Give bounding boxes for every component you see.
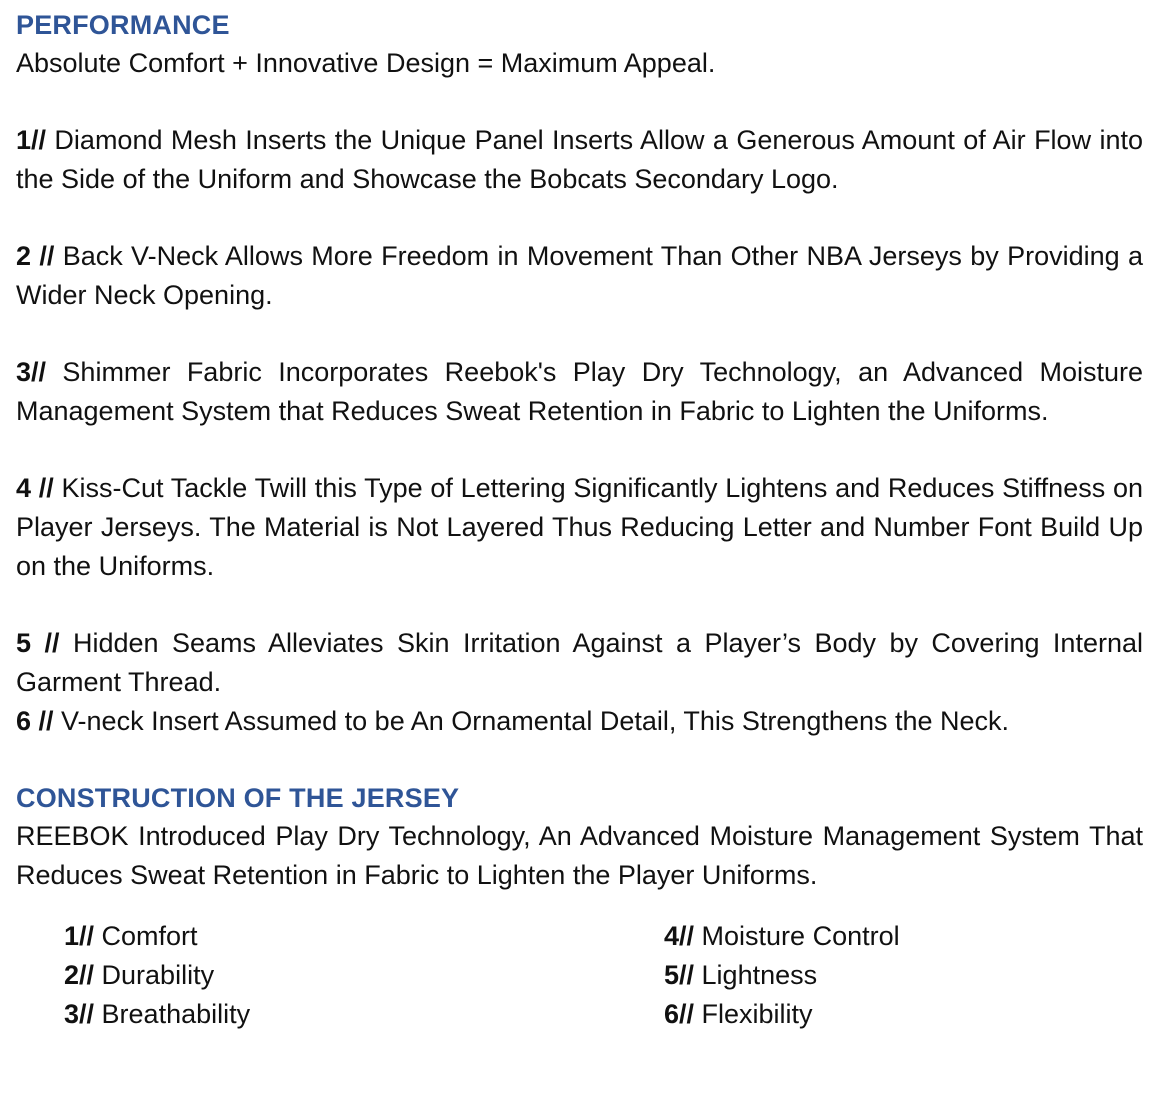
list-item <box>64 956 250 995</box>
item-text: Back V-Neck Allows More Freedom in Movement Than Other NBA Jerseys by Providing a Wider Neck Opening. <box>16 241 1143 310</box>
item-number: 1// <box>64 921 95 951</box>
list-item <box>64 995 250 1034</box>
item-text: Durability <box>94 960 215 990</box>
performance-item-6 <box>16 702 1143 741</box>
item-number: 4// <box>664 921 695 951</box>
item-text: Kiss-Cut Tackle Twill this Type of Lettering Significantly Lightens and Reduces Stiffness on Player Jerseys. The Material is Not Layered Thus Reducing Letter and Number Font Build Up on the Uniforms. <box>16 473 1143 581</box>
item-text: Lightness <box>694 960 818 990</box>
item-text: Comfort <box>94 921 198 951</box>
properties-left-column <box>64 917 250 1034</box>
list-item <box>664 917 900 956</box>
item-text: Diamond Mesh Inserts the Unique Panel Inserts Allow a Generous Amount of Air Flow into the Side of the Uniform and Showcase the Bobcats Secondary Logo. <box>16 125 1143 194</box>
item-text: Shimmer Fabric Incorporates Reebok's Play Dry Technology, an Advanced Moisture Management System that Reduces Sweat Retention in Fabric to Lighten the Uniforms. <box>16 357 1143 426</box>
properties-right-column <box>664 917 900 1034</box>
item-text: Flexibility <box>694 999 813 1029</box>
item-text: Moisture Control <box>694 921 900 951</box>
item-number: 6 // <box>16 706 54 736</box>
item-number: 3// <box>16 357 47 387</box>
document-page <box>16 0 1143 1037</box>
performance-heading: PERFORMANCE <box>16 10 230 40</box>
item-text: V-neck Insert Assumed to be An Ornamental Detail, This Strengthens the Neck. <box>53 706 1010 736</box>
item-number: 6// <box>664 999 695 1029</box>
performance-item-5 <box>16 624 1143 702</box>
item-number: 3// <box>64 999 95 1029</box>
performance-item-1 <box>16 121 1143 199</box>
construction-intro: REEBOK Introduced Play Dry Technology, An Advanced Moisture Management System That Reduces Sweat Retention in Fabric to Lighten the Player Uniforms. <box>16 821 1143 890</box>
item-number: 5 // <box>16 628 60 658</box>
list-item <box>664 956 900 995</box>
performance-item-4 <box>16 469 1143 586</box>
construction-heading: CONSTRUCTION OF THE JERSEY <box>16 783 460 813</box>
item-number: 2// <box>64 960 95 990</box>
list-item <box>664 995 900 1034</box>
item-text: Breathability <box>94 999 251 1029</box>
list-item <box>64 917 250 956</box>
performance-item-2 <box>16 237 1143 315</box>
item-number: 4 // <box>16 473 54 503</box>
item-number: 2 // <box>16 241 55 271</box>
item-number: 1// <box>16 125 47 155</box>
properties-list <box>16 917 1143 1037</box>
item-text: Hidden Seams Alleviates Skin Irritation Against a Player’s Body by Covering Internal Garment Thread. <box>16 628 1143 697</box>
performance-item-3 <box>16 353 1143 431</box>
item-number: 5// <box>664 960 695 990</box>
performance-intro: Absolute Comfort + Innovative Design = Maximum Appeal. <box>16 48 716 78</box>
